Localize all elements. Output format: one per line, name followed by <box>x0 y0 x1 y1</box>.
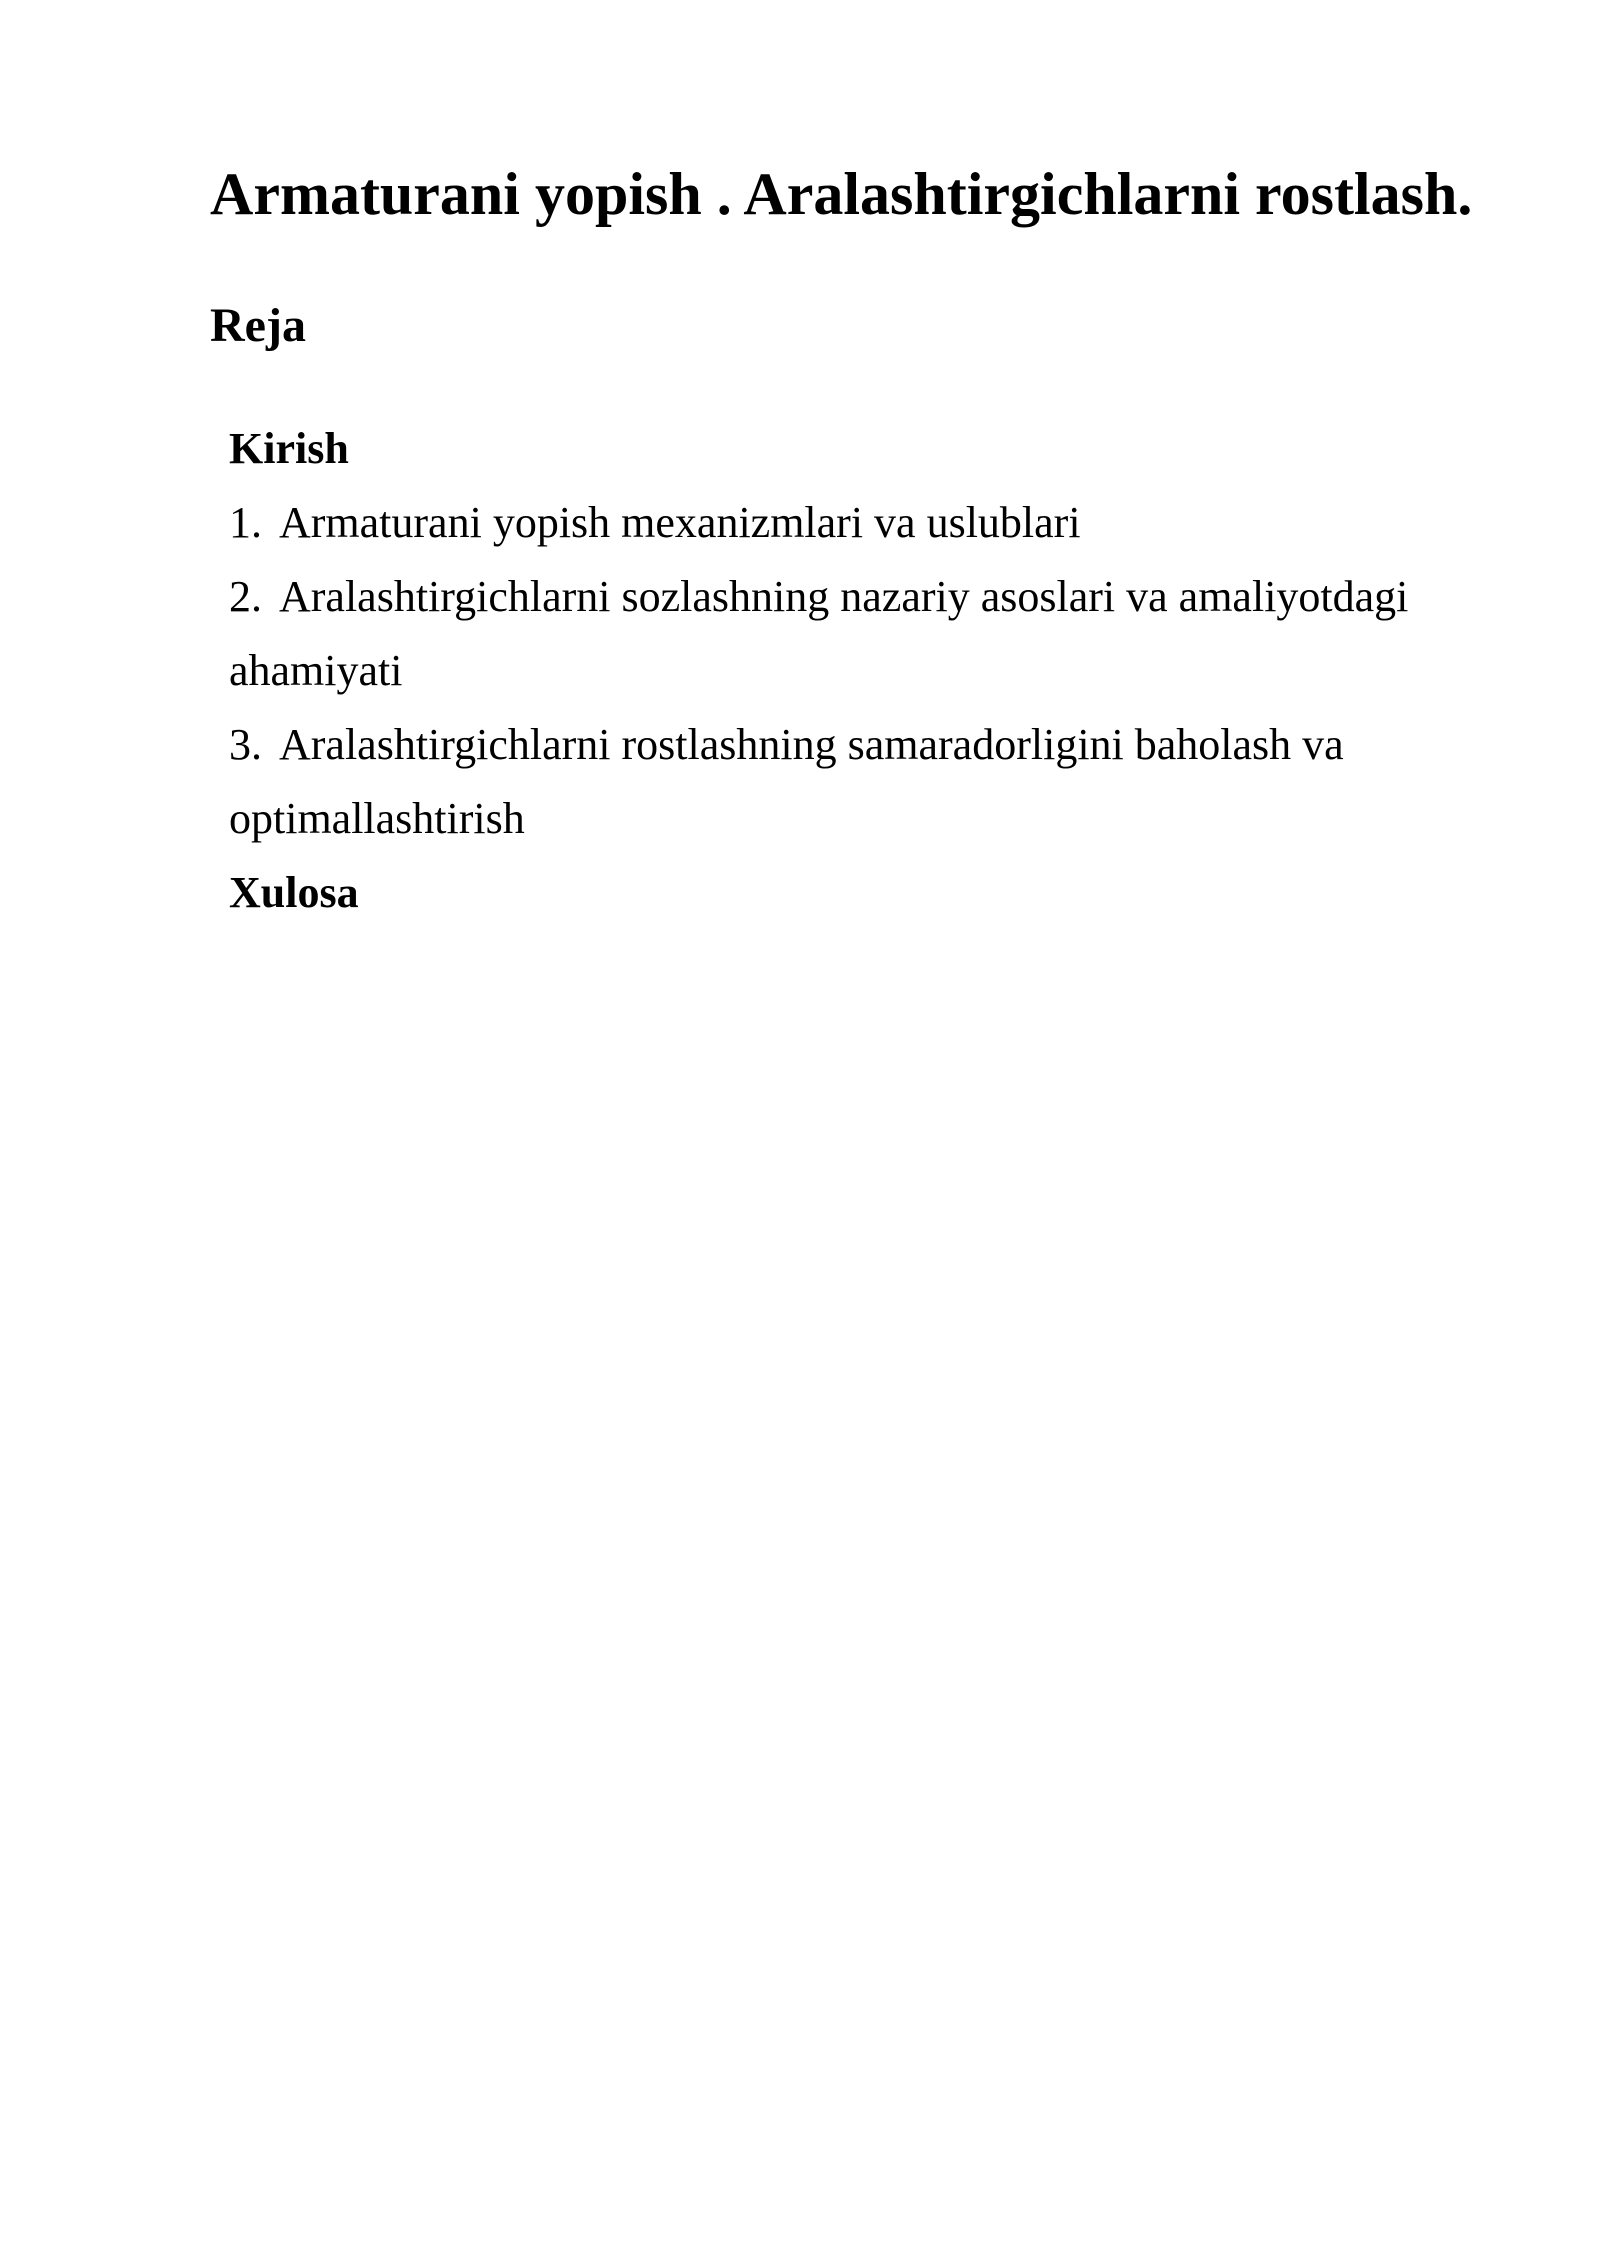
plan-item <box>229 708 1479 856</box>
plan-item <box>229 486 1479 560</box>
plan-item <box>229 560 1479 708</box>
plan-item-text: Armaturani yopish mexanizmlari va uslublari <box>279 498 1081 547</box>
plan-item-number: 1. <box>229 498 262 547</box>
plan-intro: Kirish <box>229 424 349 473</box>
plan-list <box>229 486 1479 856</box>
plan-item-number: 3. <box>229 720 262 769</box>
plan-item-text: Aralashtirgichlarni rostlashning samaradorligini baholash va optimallashtirish <box>229 720 1344 843</box>
plan-conclusion: Xulosa <box>229 868 359 917</box>
document-title: Armaturani yopish . Aralashtirgichlarni rostlash. <box>210 161 1473 227</box>
plan-item-text: Aralashtirgichlarni sozlashning nazariy asoslari va amaliyotdagi ahamiyati <box>229 572 1409 695</box>
plan-outline <box>229 412 1479 930</box>
plan-item-number: 2. <box>229 572 262 621</box>
plan-heading: Reja <box>210 299 306 352</box>
